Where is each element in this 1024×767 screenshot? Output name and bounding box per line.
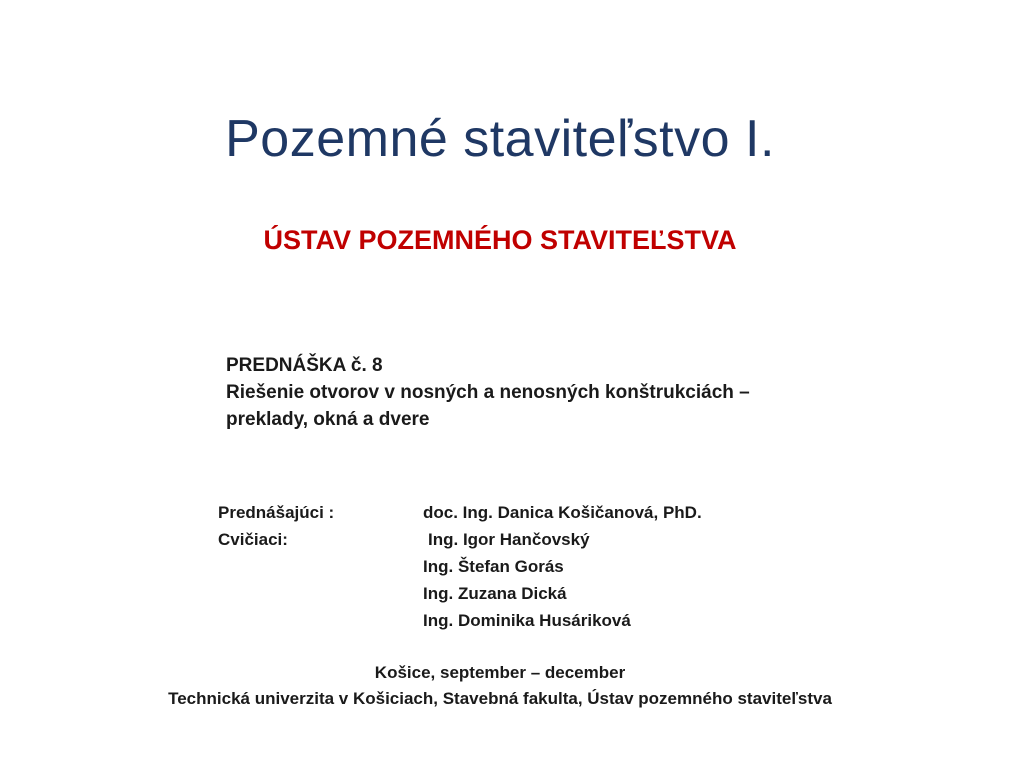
slide-footer	[0, 660, 1000, 712]
staff-row-lecturer	[218, 499, 778, 526]
slide-title: Pozemné staviteľstvo I.	[225, 110, 775, 168]
lecture-number: PREDNÁŠKA č. 8	[226, 355, 383, 376]
staff-row-instructor	[218, 580, 778, 607]
instructor-name: Ing. Štefan Gorás	[423, 557, 564, 576]
instructors-label: Cvičiaci:	[218, 530, 288, 549]
institute-heading: ÚSTAV POZEMNÉHO STAVITEĽSTVA	[263, 225, 737, 255]
staff-list	[218, 499, 778, 634]
instructor-name: Ing. Zuzana Dická	[423, 584, 567, 603]
lecture-topic-line-2: preklady, okná a dvere	[226, 409, 430, 430]
staff-row-instructor	[218, 553, 778, 580]
staff-row-instructor	[218, 607, 778, 634]
footer-university: Technická univerzita v Košiciach, Stavebná fakulta, Ústav pozemného staviteľstva	[168, 689, 832, 708]
lecturer-label: Prednášajúci :	[218, 503, 335, 522]
instructor-name: Ing. Igor Hančovský	[428, 530, 590, 549]
instructor-name: Ing. Dominika Husáriková	[423, 611, 631, 630]
staff-row-instructor	[218, 526, 778, 553]
lecturer-name: doc. Ing. Danica Košičanová, PhD.	[423, 503, 702, 522]
lecture-info	[226, 352, 846, 433]
lecture-topic-line-1: Riešenie otvorov v nosných a nenosných konštrukciách –	[226, 382, 750, 403]
footer-location-dates: Košice, september – december	[374, 663, 626, 682]
